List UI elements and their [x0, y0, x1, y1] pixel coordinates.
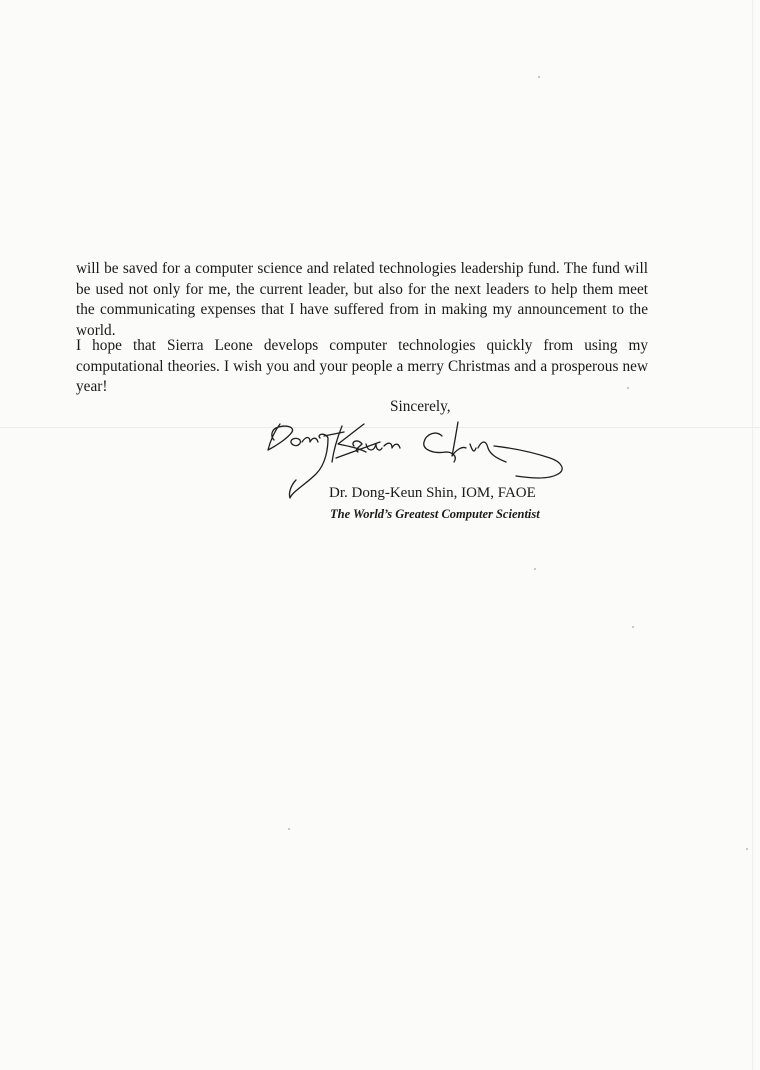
letter-closing: Sincerely, — [390, 398, 451, 415]
signer-name: Dr. Dong-Keun Shin, IOM, FAOE — [329, 485, 536, 501]
scan-speck — [538, 76, 540, 78]
scan-speck — [632, 626, 634, 628]
scan-speck — [288, 828, 290, 830]
scan-speck — [534, 568, 536, 570]
signer-title: The World’s Greatest Computer Scientist — [330, 507, 540, 521]
letter-paragraph-2: I hope that Sierra Leone develops computer technologies quickly from using my computational theories. I wish you and your people a merry Christmas and a prosperous new year! — [76, 337, 648, 395]
scan-speck — [746, 848, 748, 850]
scan-edge — [752, 0, 753, 1070]
letter-paragraph-1: will be saved for a computer science and related technologies leadership fund. The fund will be used not only for me, the current leader, but also for the next leaders to help them meet the communicating expenses that I have suffered from in making my announcement to the world. — [76, 260, 648, 339]
